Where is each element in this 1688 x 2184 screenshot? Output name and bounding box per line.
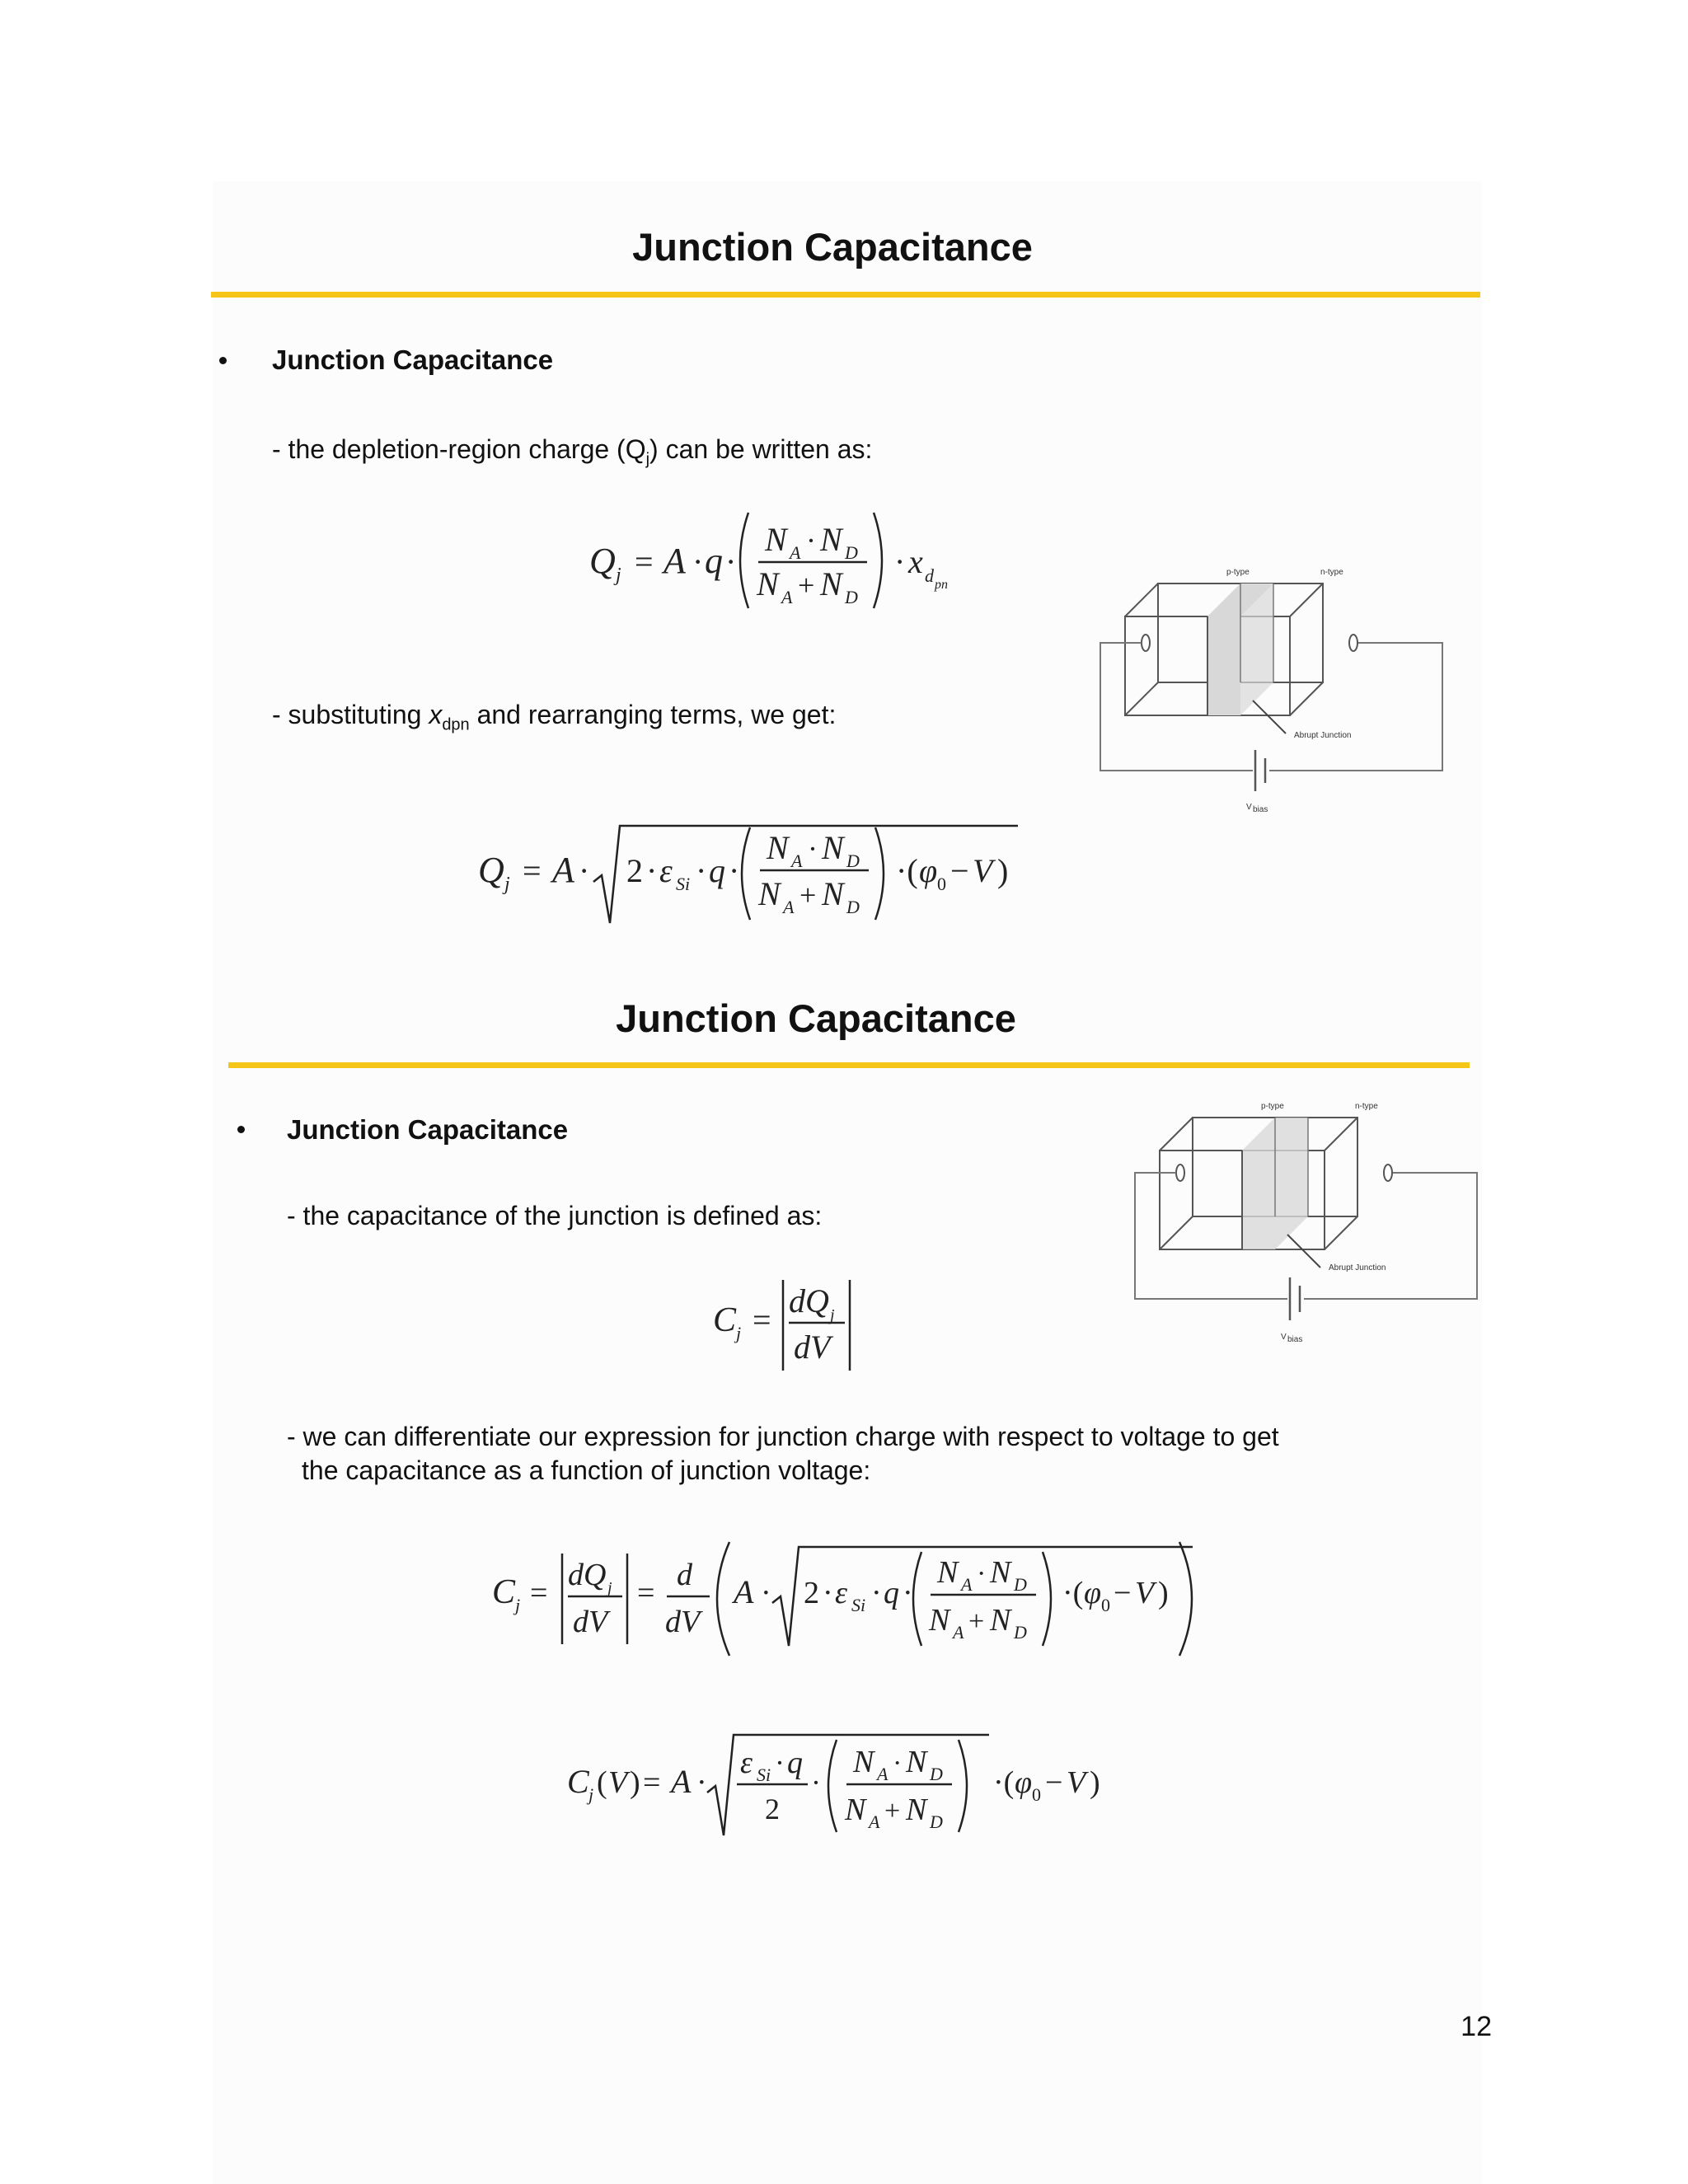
svg-text:2: 2 — [765, 1793, 780, 1825]
svg-text:j: j — [515, 1595, 521, 1615]
svg-text:x: x — [908, 543, 923, 580]
svg-text:dQ: dQ — [789, 1282, 829, 1319]
substitution-text-end: and rearranging terms, we get: — [469, 700, 837, 729]
svg-text:V: V — [1067, 1765, 1086, 1800]
substitution-text: - substituting — [272, 700, 429, 729]
slide-1-bullet-heading: Junction Capacitance — [272, 344, 554, 375]
charge-description-subscript: j — [645, 450, 650, 469]
svg-text:dV: dV — [665, 1605, 701, 1639]
svg-text:C: C — [492, 1573, 516, 1611]
svg-text:j: j — [504, 874, 510, 895]
p-type-label: p-type — [1261, 1102, 1284, 1111]
svg-text:q: q — [884, 1576, 899, 1610]
svg-text:0: 0 — [1032, 1784, 1041, 1805]
abrupt-junction-label: Abrupt Junction — [1329, 1263, 1386, 1272]
svg-text:(: ( — [597, 1765, 607, 1800]
svg-text:N: N — [820, 565, 842, 602]
svg-text:ε: ε — [740, 1746, 753, 1780]
svg-text:C: C — [567, 1763, 589, 1800]
charge-description-text: - the depletion-region charge (Q — [272, 434, 646, 464]
svg-text:A: A — [552, 850, 574, 890]
vbias-label-subscript: bias — [1253, 805, 1268, 814]
svg-text:·: · — [806, 524, 816, 557]
vbias-label: V — [1281, 1333, 1287, 1342]
svg-text:A: A — [781, 587, 793, 607]
svg-text:): ) — [997, 852, 1009, 889]
n-type-label: n-type — [1320, 568, 1343, 577]
svg-text:φ: φ — [919, 852, 938, 889]
svg-text:N: N — [822, 875, 844, 912]
svg-text:D: D — [930, 1811, 943, 1832]
svg-text:A: A — [869, 1811, 880, 1832]
svg-text:·: · — [579, 852, 590, 889]
svg-text:dV: dV — [794, 1329, 831, 1366]
svg-text:Si: Si — [851, 1595, 866, 1615]
svg-text:ε: ε — [835, 1576, 847, 1610]
svg-text:A: A — [671, 1763, 692, 1800]
svg-text:·: · — [977, 1558, 987, 1589]
svg-text:D: D — [846, 851, 860, 871]
svg-text:dQ: dQ — [568, 1558, 607, 1592]
svg-text:·: · — [808, 832, 818, 865]
svg-text:=: = — [635, 543, 654, 580]
svg-text:N: N — [853, 1745, 874, 1779]
vbias-label: V — [1246, 803, 1252, 812]
svg-text:V: V — [608, 1765, 628, 1800]
svg-text:N: N — [845, 1793, 866, 1827]
svg-text:q: q — [787, 1746, 803, 1780]
svg-text:+: + — [798, 569, 815, 602]
pn-junction-diagram-1 — [1096, 560, 1451, 824]
svg-text:−: − — [1114, 1576, 1132, 1610]
substitution-variable-subscript: dpn — [442, 715, 470, 734]
svg-text:): ) — [630, 1765, 640, 1800]
svg-text:+: + — [968, 1606, 985, 1637]
svg-text:−: − — [1045, 1765, 1063, 1800]
svg-text:A: A — [783, 897, 795, 917]
svg-text:−: − — [950, 852, 969, 889]
n-type-label: n-type — [1355, 1102, 1378, 1111]
svg-text:A: A — [790, 542, 801, 563]
svg-text:D: D — [1014, 1622, 1027, 1643]
svg-text:=: = — [637, 1576, 655, 1610]
svg-text:φ: φ — [1015, 1765, 1033, 1800]
svg-text:·: · — [696, 1765, 707, 1800]
svg-text:D: D — [930, 1764, 943, 1784]
bullet-dot — [219, 357, 227, 364]
substitution-description — [272, 697, 836, 742]
svg-text:·: · — [903, 1576, 913, 1610]
svg-text:ε: ε — [659, 852, 673, 889]
svg-text:N: N — [906, 1745, 927, 1779]
vbias-label-subscript: bias — [1287, 1335, 1303, 1344]
svg-text:=: = — [523, 852, 542, 889]
slide-2-bullet-heading: Junction Capacitance — [287, 1114, 569, 1145]
svg-text:Q: Q — [478, 850, 504, 890]
charge-description-text-end: ) can be written as: — [649, 434, 873, 464]
equation-charge-sqrt — [470, 816, 1030, 931]
svg-text:·: · — [811, 1766, 821, 1799]
svg-text:A: A — [791, 851, 803, 871]
svg-text:·: · — [823, 1576, 833, 1610]
svg-text:·: · — [692, 543, 704, 580]
svg-text:D: D — [846, 897, 860, 917]
svg-text:dV: dV — [573, 1605, 608, 1639]
svg-text:=: = — [643, 1765, 661, 1800]
svg-text:A: A — [663, 541, 686, 581]
svg-text:j: j — [607, 1579, 612, 1597]
svg-text:Si: Si — [676, 874, 691, 894]
svg-text:N: N — [929, 1603, 950, 1638]
svg-text:d: d — [925, 565, 934, 586]
equation-depletion-charge — [577, 503, 989, 618]
substitution-variable: x — [429, 700, 443, 729]
svg-text:N: N — [906, 1793, 927, 1827]
svg-text:A: A — [961, 1574, 973, 1595]
svg-text:C: C — [713, 1301, 737, 1339]
charge-description — [272, 432, 872, 476]
abrupt-junction-label: Abrupt Junction — [1294, 731, 1352, 740]
svg-text:): ) — [1158, 1576, 1169, 1610]
svg-text:N: N — [990, 1603, 1011, 1638]
svg-text:·: · — [775, 1746, 785, 1779]
svg-text:Q: Q — [589, 541, 616, 581]
svg-text:·(: ·( — [896, 852, 918, 889]
svg-text:N: N — [937, 1555, 959, 1590]
svg-text:0: 0 — [937, 874, 946, 894]
equation-capacitance-derivative — [482, 1537, 1207, 1661]
svg-text:D: D — [845, 587, 858, 607]
svg-text:pn: pn — [935, 578, 948, 592]
svg-text:0: 0 — [1101, 1595, 1110, 1615]
svg-text:·: · — [894, 543, 906, 580]
slide-2-title-rule — [228, 1062, 1470, 1068]
svg-text:N: N — [757, 565, 779, 602]
pn-junction-diagram-2 — [1131, 1094, 1485, 1358]
svg-text:N: N — [758, 875, 781, 912]
svg-text:d: d — [677, 1558, 692, 1592]
svg-text:2: 2 — [626, 852, 643, 889]
svg-text:·: · — [871, 1576, 882, 1610]
differentiate-text-line-1: - we can differentiate our expression for junction charge with respect to voltage to get — [287, 1422, 1279, 1451]
svg-text:D: D — [1014, 1574, 1027, 1595]
svg-text:·: · — [893, 1748, 903, 1779]
svg-text:+: + — [884, 1796, 901, 1826]
equation-capacitance-definition — [705, 1273, 870, 1376]
capacitance-definition-text: - the capacitance of the junction is defined as: — [287, 1201, 823, 1230]
svg-text:Si: Si — [757, 1765, 771, 1785]
slide-1-title-rule — [211, 292, 1480, 298]
svg-text:j: j — [588, 1784, 594, 1805]
svg-text:j: j — [736, 1323, 742, 1343]
svg-text:·: · — [725, 543, 737, 580]
svg-text:N: N — [990, 1555, 1011, 1590]
equation-capacitance-of-voltage — [560, 1727, 1121, 1842]
svg-text:=: = — [530, 1576, 548, 1610]
svg-text:): ) — [1090, 1765, 1100, 1800]
svg-text:2: 2 — [804, 1576, 819, 1610]
svg-text:j: j — [830, 1306, 835, 1324]
svg-text:=: = — [753, 1301, 771, 1338]
svg-text:·: · — [646, 852, 658, 889]
page-number: 12 — [1461, 2011, 1492, 2042]
svg-text:N: N — [765, 521, 787, 558]
slide-1-title: Junction Capacitance — [632, 225, 1033, 269]
slide-2-title: Junction Capacitance — [616, 996, 1016, 1040]
svg-text:·: · — [729, 852, 740, 889]
p-type-label: p-type — [1226, 568, 1250, 577]
svg-text:D: D — [845, 542, 858, 563]
svg-text:V: V — [1135, 1576, 1155, 1610]
svg-text:j: j — [616, 565, 621, 586]
svg-text:V: V — [973, 852, 993, 889]
svg-text:A: A — [953, 1622, 964, 1643]
svg-text:q: q — [709, 852, 725, 889]
svg-text:·(: ·( — [1062, 1576, 1084, 1610]
bullet-dot — [237, 1126, 245, 1133]
svg-text:·: · — [761, 1576, 771, 1610]
svg-text:+: + — [799, 879, 817, 912]
svg-text:q: q — [705, 541, 723, 581]
svg-text:·(: ·( — [993, 1765, 1015, 1800]
svg-text:A: A — [877, 1764, 889, 1784]
svg-text:N: N — [767, 829, 789, 866]
svg-text:N: N — [820, 521, 842, 558]
differentiate-text-line-2: the capacitance as a function of junction voltage: — [302, 1455, 871, 1485]
svg-text:φ: φ — [1084, 1576, 1102, 1610]
svg-text:N: N — [822, 829, 844, 866]
svg-text:·: · — [696, 852, 707, 889]
svg-text:A: A — [734, 1573, 754, 1610]
